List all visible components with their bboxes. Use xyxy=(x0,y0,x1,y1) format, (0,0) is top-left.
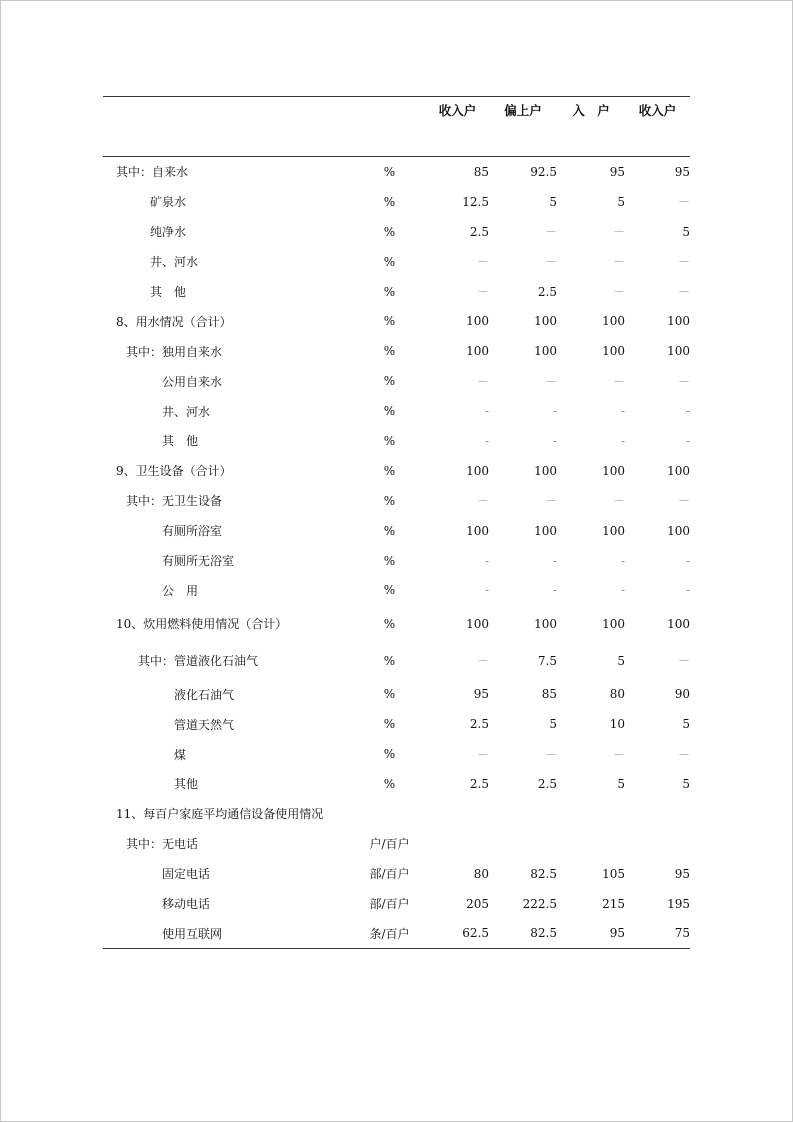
row-value-group-3: - xyxy=(620,404,625,419)
row-label: 使用互联网 xyxy=(103,918,353,948)
row-value-group-3: 5 xyxy=(617,776,625,791)
row-value-group-4: 95 xyxy=(674,164,690,179)
row-value-group-3: - xyxy=(620,583,625,598)
row-unit: % xyxy=(383,374,396,389)
table-row xyxy=(103,366,690,396)
row-value-group-2: 100 xyxy=(534,616,557,631)
row-label: 10、炊用燃料使用情况（合计） xyxy=(116,617,288,632)
row-value-group-3: 215 xyxy=(602,896,625,911)
row-value-group-3: － xyxy=(612,747,625,762)
row-value-group-2 xyxy=(489,799,557,829)
row-value-group-2: － xyxy=(544,374,557,389)
row-value-group-1: 80 xyxy=(473,866,489,881)
table-row xyxy=(103,157,690,187)
row-value-group-3: 10 xyxy=(609,717,625,732)
row-unit: % xyxy=(383,284,396,299)
header-group-4: 收入户 xyxy=(625,97,690,157)
row-value-group-3: 5 xyxy=(617,653,625,668)
row-value-group-4: 95 xyxy=(674,866,690,881)
row-label: 移动电话 xyxy=(162,897,211,912)
row-label: 9、卫生设备（合计） xyxy=(116,464,232,479)
row-value-group-1: － xyxy=(476,255,489,270)
row-label: 井、河水 xyxy=(150,255,199,270)
row-value-group-4: 195 xyxy=(667,896,690,911)
row-value-group-4: - xyxy=(685,583,690,598)
row-value-group-1: 2.5 xyxy=(469,776,489,791)
table-row xyxy=(103,217,690,247)
table-row xyxy=(103,187,690,217)
row-value-group-4: － xyxy=(677,195,690,210)
row-value-group-1 xyxy=(426,799,489,829)
row-value-group-4: － xyxy=(677,285,690,299)
row-value-group-3: 100 xyxy=(602,344,625,359)
header-unit-column xyxy=(353,97,426,157)
row-value-group-2: 2.5 xyxy=(537,284,557,299)
row-value-group-4: - xyxy=(685,553,690,568)
row-value-group-3 xyxy=(557,829,625,859)
row-unit: 条/百户 xyxy=(353,918,426,948)
table-row xyxy=(103,859,690,889)
row-value-group-3: 80 xyxy=(609,687,625,702)
row-unit: % xyxy=(383,553,396,568)
row-value-group-3: － xyxy=(612,255,625,270)
row-label: 11、每百户家庭平均通信设备使用情况 xyxy=(116,807,324,822)
row-unit: % xyxy=(383,344,396,359)
table-row xyxy=(103,575,690,605)
row-label: 固定电话 xyxy=(162,867,211,882)
row-unit: % xyxy=(383,616,396,631)
row-unit: % xyxy=(383,747,396,762)
table-row xyxy=(103,799,690,829)
row-value-group-2 xyxy=(489,829,557,859)
row-value-group-1: 95 xyxy=(473,687,489,702)
row-value-group-1: 205 xyxy=(466,896,489,911)
table-row xyxy=(103,679,690,709)
row-value-group-2: 2.5 xyxy=(537,776,557,791)
row-value-group-1 xyxy=(426,829,489,859)
row-value-group-1: - xyxy=(484,583,489,598)
row-value-group-2: 5 xyxy=(549,194,557,209)
row-value-group-2: － xyxy=(544,255,557,270)
row-unit: % xyxy=(383,314,396,329)
row-value-group-3: - xyxy=(620,433,625,448)
row-unit: % xyxy=(383,164,396,179)
table-header-row xyxy=(103,97,690,157)
row-label: 矿泉水 xyxy=(150,195,187,210)
row-unit: % xyxy=(383,523,396,538)
row-value-group-3: － xyxy=(612,225,625,240)
table-row xyxy=(103,336,690,366)
row-value-group-1: － xyxy=(476,747,489,762)
row-value-group-2: 100 xyxy=(534,523,557,538)
row-label: 管道天然气 xyxy=(174,717,235,732)
table-row xyxy=(103,247,690,277)
row-value-group-1: 100 xyxy=(466,314,489,329)
row-value-group-3: 100 xyxy=(602,523,625,538)
table-row xyxy=(103,516,690,546)
row-value-group-2: 100 xyxy=(534,463,557,478)
table-row xyxy=(103,426,690,456)
row-value-group-4: 5 xyxy=(682,717,690,732)
row-value-group-3: 100 xyxy=(602,463,625,478)
row-label: 煤 xyxy=(174,747,187,762)
row-value-group-1: 62.5 xyxy=(426,918,489,948)
row-value-group-4: － xyxy=(677,747,690,762)
row-label: 其 他 xyxy=(162,434,199,449)
row-value-group-4: 5 xyxy=(682,776,690,791)
row-unit: 部/百户 xyxy=(369,897,410,912)
row-value-group-2: - xyxy=(552,433,557,448)
row-value-group-4: 90 xyxy=(674,687,690,702)
row-value-group-1: 100 xyxy=(466,523,489,538)
row-unit: % xyxy=(383,404,396,419)
row-value-group-2: － xyxy=(544,747,557,762)
row-value-group-4: - xyxy=(685,433,690,448)
header-group-3: 入 户 xyxy=(557,97,625,157)
row-unit: % xyxy=(383,583,396,598)
row-value-group-1: － xyxy=(476,285,489,299)
row-value-group-1: 2.5 xyxy=(469,717,489,732)
table-row xyxy=(103,642,690,679)
row-value-group-4: 100 xyxy=(667,616,690,631)
table-row xyxy=(103,605,690,642)
row-label: 有厕所无浴室 xyxy=(162,554,235,569)
header-item-column xyxy=(103,97,353,157)
row-unit xyxy=(353,799,426,829)
row-value-group-2: - xyxy=(552,553,557,568)
row-label: 井、河水 xyxy=(162,404,211,419)
row-value-group-4: 100 xyxy=(667,523,690,538)
row-value-group-3: 5 xyxy=(617,194,625,209)
table-row xyxy=(103,918,690,948)
row-value-group-4: － xyxy=(677,494,690,509)
row-value-group-3: 100 xyxy=(602,314,625,329)
table-row xyxy=(103,396,690,426)
row-unit: % xyxy=(383,653,396,668)
table-row xyxy=(103,277,690,307)
row-label: 纯净水 xyxy=(150,225,187,240)
row-label: 其他 xyxy=(174,777,199,792)
row-value-group-2: 100 xyxy=(534,314,557,329)
row-label: 液化石油气 xyxy=(174,687,235,702)
row-value-group-3: 95 xyxy=(557,918,625,948)
row-unit: % xyxy=(383,493,396,508)
row-value-group-2: 5 xyxy=(549,717,557,732)
row-value-group-3: 100 xyxy=(602,616,625,631)
row-value-group-1: 12.5 xyxy=(462,194,489,209)
row-unit: 部/百户 xyxy=(369,867,410,882)
row-value-group-4: 100 xyxy=(667,344,690,359)
row-value-group-1: 100 xyxy=(466,463,489,478)
row-label: 公用自来水 xyxy=(162,374,223,389)
row-label: 其中：自来水 xyxy=(116,165,189,180)
row-value-group-1: 2.5 xyxy=(469,224,489,239)
row-unit: % xyxy=(383,194,396,209)
row-value-group-3: － xyxy=(612,374,625,389)
table-row xyxy=(103,486,690,516)
row-value-group-1: - xyxy=(484,404,489,419)
table-row xyxy=(103,739,690,769)
table-body xyxy=(103,157,690,949)
row-value-group-2: 82.5 xyxy=(530,866,557,881)
row-value-group-3 xyxy=(557,799,625,829)
header-group-1: 收入户 xyxy=(426,97,489,157)
row-value-group-1: 85 xyxy=(473,164,489,179)
row-value-group-2: 100 xyxy=(534,344,557,359)
row-label: 公 用 xyxy=(162,583,199,598)
row-value-group-4 xyxy=(625,799,690,829)
row-value-group-4: 75 xyxy=(625,918,690,948)
row-value-group-1: － xyxy=(476,374,489,389)
row-label: 其中：独用自来水 xyxy=(126,344,223,359)
row-value-group-1: - xyxy=(484,553,489,568)
row-value-group-3: － xyxy=(612,494,625,509)
row-unit: % xyxy=(383,433,396,448)
table-row xyxy=(103,889,690,919)
row-label: 其中：无卫生设备 xyxy=(126,494,223,509)
row-value-group-2: － xyxy=(544,225,557,240)
row-label: 其中：无电话 xyxy=(126,837,199,852)
row-unit: % xyxy=(383,254,396,269)
row-value-group-2: 7.5 xyxy=(537,653,557,668)
table-row xyxy=(103,709,690,739)
row-value-group-3: 105 xyxy=(602,866,625,881)
row-value-group-4: 100 xyxy=(667,463,690,478)
row-value-group-2: - xyxy=(552,583,557,598)
header-group-2: 偏上户 xyxy=(489,97,557,157)
row-value-group-2: 85 xyxy=(541,687,557,702)
row-value-group-1: － xyxy=(476,494,489,509)
row-label: 8、用水情况（合计） xyxy=(116,314,232,329)
row-value-group-1: － xyxy=(476,654,489,669)
row-unit: 户/百户 xyxy=(369,837,410,852)
row-value-group-4: － xyxy=(677,255,690,270)
household-facilities-table xyxy=(103,96,690,949)
row-value-group-2: - xyxy=(552,404,557,419)
row-value-group-2: 92.5 xyxy=(530,164,557,179)
row-value-group-4 xyxy=(625,829,690,859)
row-value-group-2: 82.5 xyxy=(489,918,557,948)
row-value-group-4: － xyxy=(677,374,690,389)
row-value-group-2: － xyxy=(544,494,557,509)
row-unit: % xyxy=(383,776,396,791)
row-value-group-4: - xyxy=(685,404,690,419)
row-value-group-1: 100 xyxy=(466,344,489,359)
table-row xyxy=(103,769,690,799)
row-value-group-4: 5 xyxy=(682,224,690,239)
row-unit: % xyxy=(383,224,396,239)
row-value-group-2: 222.5 xyxy=(522,896,557,911)
row-value-group-4: － xyxy=(677,654,690,669)
row-value-group-1: - xyxy=(484,433,489,448)
table-row xyxy=(103,306,690,336)
table-row xyxy=(103,546,690,576)
table-row xyxy=(103,829,690,859)
row-value-group-3: 95 xyxy=(609,164,625,179)
row-value-group-3: － xyxy=(612,285,625,299)
row-unit: % xyxy=(383,717,396,732)
row-unit: % xyxy=(383,463,396,478)
row-value-group-4: 100 xyxy=(667,314,690,329)
row-value-group-3: - xyxy=(620,553,625,568)
row-label: 其中：管道液化石油气 xyxy=(138,654,259,669)
table-row xyxy=(103,456,690,486)
row-unit: % xyxy=(383,687,396,702)
row-label: 有厕所浴室 xyxy=(162,524,223,539)
row-value-group-1: 100 xyxy=(466,616,489,631)
row-label: 其 他 xyxy=(150,285,187,299)
